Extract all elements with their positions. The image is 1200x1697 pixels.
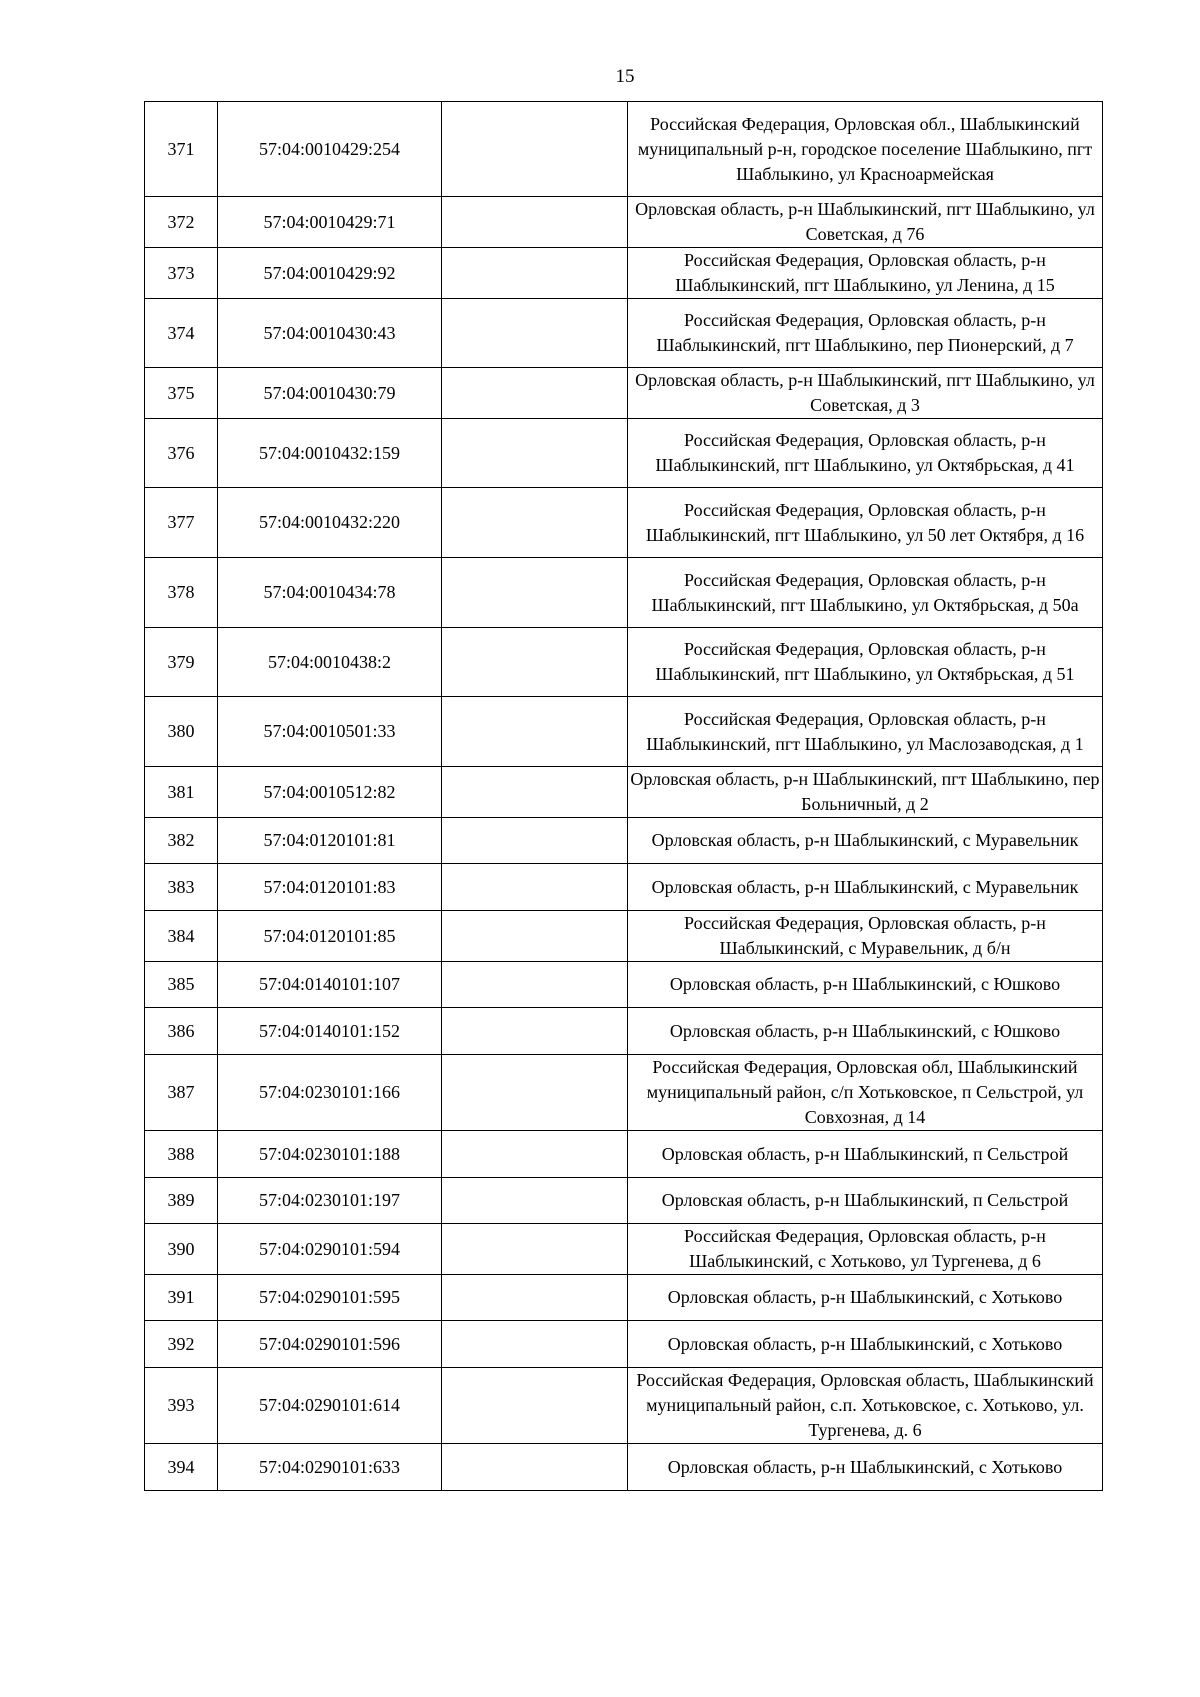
address-cell xyxy=(628,1224,1103,1275)
address-text: Российская Федерация, Орловская обл, Шаблыкинский муниципальный район, с/п Хотьковское, п Сельстрой, ул Совхозная, д 14 xyxy=(646,1057,1084,1127)
address-text: Российская Федерация, Орловская область, р-н Шаблыкинский, с Хотьково, ул Тургенева, д 6 xyxy=(684,1226,1046,1271)
page-number: 15 xyxy=(615,66,635,87)
empty-cell xyxy=(442,1055,628,1131)
cadastral-number-cell: 57:04:0010434:78 xyxy=(218,558,442,628)
address-cell xyxy=(628,1368,1103,1444)
cadastral-number-cell: 57:04:0230101:188 xyxy=(218,1131,442,1178)
address-text: Российская Федерация, Орловская область, р-н Шаблыкинский, с Муравельник, д б/н xyxy=(684,913,1046,958)
empty-cell xyxy=(442,818,628,864)
row-number-cell: 389 xyxy=(145,1178,218,1224)
table-row xyxy=(145,767,1103,818)
empty-cell xyxy=(442,697,628,767)
address-cell xyxy=(628,697,1103,767)
empty-cell xyxy=(442,299,628,368)
table-row xyxy=(145,419,1103,488)
empty-cell xyxy=(442,419,628,488)
cadastral-number-cell: 57:04:0010501:33 xyxy=(218,697,442,767)
cadastral-number-cell: 57:04:0120101:85 xyxy=(218,911,442,962)
row-number-cell: 379 xyxy=(145,628,218,697)
cadastral-number-cell: 57:04:0290101:596 xyxy=(218,1321,442,1368)
table-row xyxy=(145,864,1103,911)
address-text: Орловская область, р-н Шаблыкинский, п Сельстрой xyxy=(661,1190,1069,1210)
empty-cell xyxy=(442,248,628,299)
cadastral-number-cell: 57:04:0010432:220 xyxy=(218,488,442,558)
address-text: Орловская область, р-н Шаблыкинский, с Муравельник xyxy=(651,830,1079,850)
row-number-cell: 382 xyxy=(145,818,218,864)
address-cell xyxy=(628,818,1103,864)
address-cell xyxy=(628,1275,1103,1321)
address-cell xyxy=(628,628,1103,697)
table-row xyxy=(145,962,1103,1008)
address-cell xyxy=(628,299,1103,368)
cadastral-number-cell: 57:04:0010429:71 xyxy=(218,197,442,248)
address-text: Орловская область, р-н Шаблыкинский, с Юшково xyxy=(669,1020,1061,1041)
row-number-cell: 387 xyxy=(145,1055,218,1131)
row-number-cell: 375 xyxy=(145,368,218,419)
table-row xyxy=(145,1055,1103,1131)
cadastral-number-cell: 57:04:0230101:166 xyxy=(218,1055,442,1131)
address-cell xyxy=(628,1321,1103,1368)
cadastral-number-cell: 57:04:0120101:81 xyxy=(218,818,442,864)
address-text: Орловская область, р-н Шаблыкинский, с Хотьково xyxy=(667,1287,1063,1307)
table-row xyxy=(145,1275,1103,1321)
row-number-cell: 391 xyxy=(145,1275,218,1321)
empty-cell xyxy=(442,197,628,248)
empty-cell xyxy=(442,767,628,818)
row-number-cell: 380 xyxy=(145,697,218,767)
address-cell xyxy=(628,911,1103,962)
empty-cell xyxy=(442,102,628,197)
table-row xyxy=(145,1321,1103,1368)
address-cell xyxy=(628,368,1103,419)
table-row xyxy=(145,368,1103,419)
address-text: Орловская область, р-н Шаблыкинский, с Муравельник xyxy=(651,876,1079,897)
address-cell xyxy=(628,197,1103,248)
empty-cell xyxy=(442,1131,628,1178)
address-cell xyxy=(628,488,1103,558)
address-text: Орловская область, р-н Шаблыкинский, п Сельстрой xyxy=(661,1143,1069,1164)
cadastral-number-cell: 57:04:0010432:159 xyxy=(218,419,442,488)
empty-cell xyxy=(442,1444,628,1491)
row-number-cell: 388 xyxy=(145,1131,218,1178)
row-number-cell: 384 xyxy=(145,911,218,962)
address-cell xyxy=(628,1178,1103,1224)
table-row xyxy=(145,1224,1103,1275)
empty-cell xyxy=(442,1224,628,1275)
table-row xyxy=(145,299,1103,368)
row-number-cell: 377 xyxy=(145,488,218,558)
row-number-cell: 374 xyxy=(145,299,218,368)
address-text: Орловская область, р-н Шаблыкинский, пгт Шаблыкино, пер Больничный, д 2 xyxy=(630,769,1100,814)
table-row xyxy=(145,197,1103,248)
address-cell xyxy=(628,419,1103,488)
address-cell xyxy=(628,558,1103,628)
row-number-cell: 386 xyxy=(145,1008,218,1055)
empty-cell xyxy=(442,1008,628,1055)
empty-cell xyxy=(442,558,628,628)
address-cell xyxy=(628,102,1103,197)
table-row xyxy=(145,697,1103,767)
address-text: Российская Федерация, Орловская область, р-н Шаблыкинский, пгт Шаблыкино, ул 50 лет Октября, д 16 xyxy=(645,499,1085,545)
address-cell xyxy=(628,1055,1103,1131)
cadastral-number-cell: 57:04:0230101:197 xyxy=(218,1178,442,1224)
cadastral-number-cell: 57:04:0010512:82 xyxy=(218,767,442,818)
address-text: Орловская область, р-н Шаблыкинский, с Хотьково xyxy=(667,1456,1063,1477)
table-row xyxy=(145,628,1103,697)
empty-cell xyxy=(442,1178,628,1224)
cadastral-number-cell: 57:04:0010429:254 xyxy=(218,102,442,197)
row-number-cell: 390 xyxy=(145,1224,218,1275)
empty-cell xyxy=(442,864,628,911)
empty-cell xyxy=(442,368,628,419)
table-row xyxy=(145,1444,1103,1491)
table-row xyxy=(145,488,1103,558)
cadastral-number-cell: 57:04:0290101:594 xyxy=(218,1224,442,1275)
table-row xyxy=(145,1178,1103,1224)
address-cell xyxy=(628,1131,1103,1178)
cadastral-number-cell: 57:04:0290101:614 xyxy=(218,1368,442,1444)
table-body xyxy=(145,102,1103,1491)
cadastral-number-cell: 57:04:0140101:107 xyxy=(218,962,442,1008)
table-row xyxy=(145,911,1103,962)
row-number-cell: 392 xyxy=(145,1321,218,1368)
address-cell xyxy=(628,1008,1103,1055)
row-number-cell: 376 xyxy=(145,419,218,488)
empty-cell xyxy=(442,911,628,962)
row-number-cell: 373 xyxy=(145,248,218,299)
address-text: Российская Федерация, Орловская область, р-н Шаблыкинский, пгт Шаблыкино, ул Октябрьская, д 51 xyxy=(655,639,1075,684)
address-cell xyxy=(628,248,1103,299)
row-number-cell: 372 xyxy=(145,197,218,248)
cadastral-number-cell: 57:04:0010430:43 xyxy=(218,299,442,368)
cadastral-number-cell: 57:04:0010438:2 xyxy=(218,628,442,697)
row-number-cell: 378 xyxy=(145,558,218,628)
address-text: Российская Федерация, Орловская область, Шаблыкинский муниципальный район, с.п. Хотьковское, с. Хотьково, ул. Тургенева, д. 6 xyxy=(636,1370,1094,1440)
row-number-cell: 371 xyxy=(145,102,218,197)
address-text: Орловская область, р-н Шаблыкинский, пгт Шаблыкино, ул Советская, д 76 xyxy=(635,199,1095,244)
row-number-cell: 394 xyxy=(145,1444,218,1491)
land-plots-table xyxy=(144,101,1103,1491)
table-row xyxy=(145,558,1103,628)
empty-cell xyxy=(442,1368,628,1444)
address-cell xyxy=(628,864,1103,911)
cadastral-number-cell: 57:04:0120101:83 xyxy=(218,864,442,911)
table-row xyxy=(145,1008,1103,1055)
table-row xyxy=(145,102,1103,197)
address-cell xyxy=(628,962,1103,1008)
address-text: Российская Федерация, Орловская область, р-н Шаблыкинский, пгт Шаблыкино, пер Пионерский, д 7 xyxy=(656,310,1074,355)
table-row xyxy=(145,1368,1103,1444)
cadastral-number-cell: 57:04:0290101:595 xyxy=(218,1275,442,1321)
address-text: Орловская область, р-н Шаблыкинский, пгт Шаблыкино, ул Советская, д 3 xyxy=(635,370,1095,415)
address-text: Российская Федерация, Орловская область, р-н Шаблыкинский, пгт Шаблыкино, ул Октябрьская, д 41 xyxy=(655,430,1075,475)
cadastral-number-cell: 57:04:0010429:92 xyxy=(218,248,442,299)
empty-cell xyxy=(442,628,628,697)
address-text: Российская Федерация, Орловская обл., Шаблыкинский муниципальный р-н, городское поселение Шаблыкино, пгт Шаблыкино, ул Красноармейская xyxy=(637,113,1093,184)
empty-cell xyxy=(442,1321,628,1368)
cadastral-number-cell: 57:04:0010430:79 xyxy=(218,368,442,419)
address-text: Российская Федерация, Орловская область, р-н Шаблыкинский, пгт Шаблыкино, ул Ленина, д 15 xyxy=(675,250,1055,295)
table-row xyxy=(145,818,1103,864)
row-number-cell: 385 xyxy=(145,962,218,1008)
address-cell xyxy=(628,1444,1103,1491)
address-cell xyxy=(628,767,1103,818)
row-number-cell: 393 xyxy=(145,1368,218,1444)
address-text: Орловская область, р-н Шаблыкинский, с Юшково xyxy=(669,974,1061,994)
row-number-cell: 383 xyxy=(145,864,218,911)
address-text: Российская Федерация, Орловская область, р-н Шаблыкинский, пгт Шаблыкино, ул Октябрьская, д 50а xyxy=(651,569,1079,615)
table-row xyxy=(145,248,1103,299)
empty-cell xyxy=(442,962,628,1008)
address-text: Орловская область, р-н Шаблыкинский, с Хотьково xyxy=(667,1333,1063,1354)
empty-cell xyxy=(442,488,628,558)
table-row xyxy=(145,1131,1103,1178)
empty-cell xyxy=(442,1275,628,1321)
row-number-cell: 381 xyxy=(145,767,218,818)
cadastral-number-cell: 57:04:0290101:633 xyxy=(218,1444,442,1491)
address-text: Российская Федерация, Орловская область, р-н Шаблыкинский, пгт Шаблыкино, ул Маслозаводская, д 1 xyxy=(646,708,1084,754)
cadastral-number-cell: 57:04:0140101:152 xyxy=(218,1008,442,1055)
